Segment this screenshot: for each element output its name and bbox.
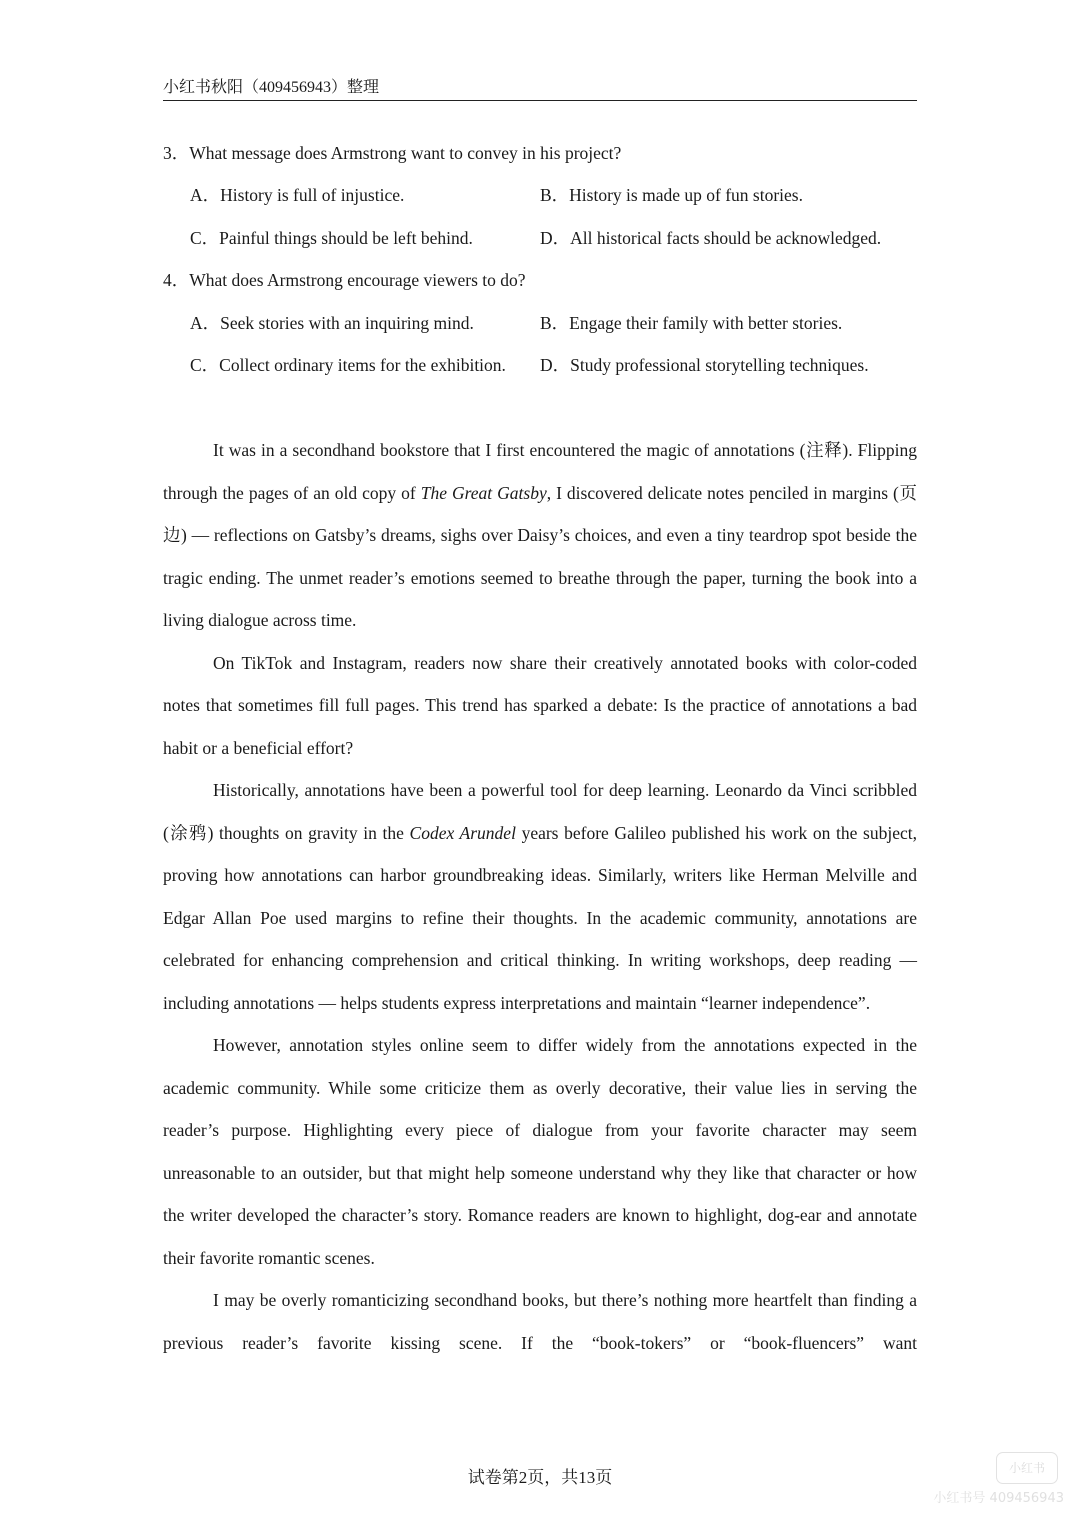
question-4-option-d: D．Study professional storytelling techniques.: [540, 355, 869, 375]
book-title-codex-arundel: Codex Arundel: [409, 822, 516, 843]
passage-paragraph-3: [163, 769, 917, 1024]
question-4-option-a: A．Seek stories with an inquiring mind.: [190, 313, 474, 333]
question-3-stem: 3．What message does Armstrong want to convey in his project?: [163, 143, 622, 163]
passage-paragraph-4: However, annotation styles online seem to differ widely from the annotations expected in the academic community. While some criticize them as overly decorative, their value lies in serving the reader’s purpose. Highlighting every piece of dialogue from your favorite character may seem unreasonable to an outsider, but that might help someone understand why they like that character or how the writer developed the character’s story. Romance readers are known to highlight, dog-ear and annotate their favorite romantic scenes.: [163, 1035, 917, 1268]
reading-passage: [163, 429, 917, 1364]
question-3-option-c: C．Painful things should be left behind.: [190, 228, 473, 248]
passage-paragraph-3-text-b: years before Galileo published his work on the subject, proving how annotations can harbor groundbreaking ideas. Similarly, writers like Herman Melville and Edgar Allan Poe used margins to refine their thoughts. In the academic community, annotations are celebrated for enhancing comprehension and critical thinking. In writing workshops, deep reading — including annotations — helps students express interpretations and maintain “learner independence”.: [163, 822, 917, 1013]
question-4-option-c: C．Collect ordinary items for the exhibition.: [190, 355, 506, 375]
page-footer: 试卷第2页，共13页: [467, 1468, 613, 1487]
passage-paragraph-3-text-a: Historically, annotations have been a powerful tool for deep learning. Leonardo da Vinci scribbled (涂鸦) thoughts on gravity in the: [163, 780, 917, 843]
passage-paragraph-1-text-a: It was in a secondhand bookstore that I first encountered the magic of annotations (注释). Flipping through the pages of an old copy of: [163, 440, 917, 503]
watermark-id: 小红书号 409456943: [933, 1491, 1064, 1506]
question-3-option-a: A．History is full of injustice.: [190, 185, 405, 205]
passage-paragraph-1-text-b: , I discovered delicate notes penciled in margins (页边) — reflections on Gatsby’s dreams, sighs over Daisy’s choices, and even a tiny teardrop spot beside the tragic ending. The unmet reader’s emotions seemed to breathe through the paper, turning the book into a living dialogue across time.: [163, 482, 917, 630]
passage-paragraph-2: On TikTok and Instagram, readers now share their creatively annotated books with color-coded notes that sometimes fill full pages. This trend has sparked a debate: Is the practice of annotations a bad habit or a beneficial effort?: [163, 652, 917, 758]
question-3-option-d: D．All historical facts should be acknowledged.: [540, 228, 882, 248]
passage-paragraph-1: [163, 429, 917, 642]
watermark-logo: 小红书: [996, 1452, 1058, 1484]
question-4-option-b: B．Engage their family with better stories.: [540, 313, 843, 333]
passage-paragraph-5: I may be overly romanticizing secondhand books, but there’s nothing more heartfelt than finding a previous reader’s favorite kissing scene. If the “book-tokers” or “book-fluencers” want: [163, 1290, 917, 1353]
question-3-option-b: B．History is made up of fun stories.: [540, 185, 803, 205]
page-header: 小红书秋阳（409456943）整理: [163, 76, 917, 101]
book-title-great-gatsby: The Great Gatsby: [420, 482, 547, 503]
question-4-stem: 4．What does Armstrong encourage viewers to do?: [163, 270, 526, 290]
